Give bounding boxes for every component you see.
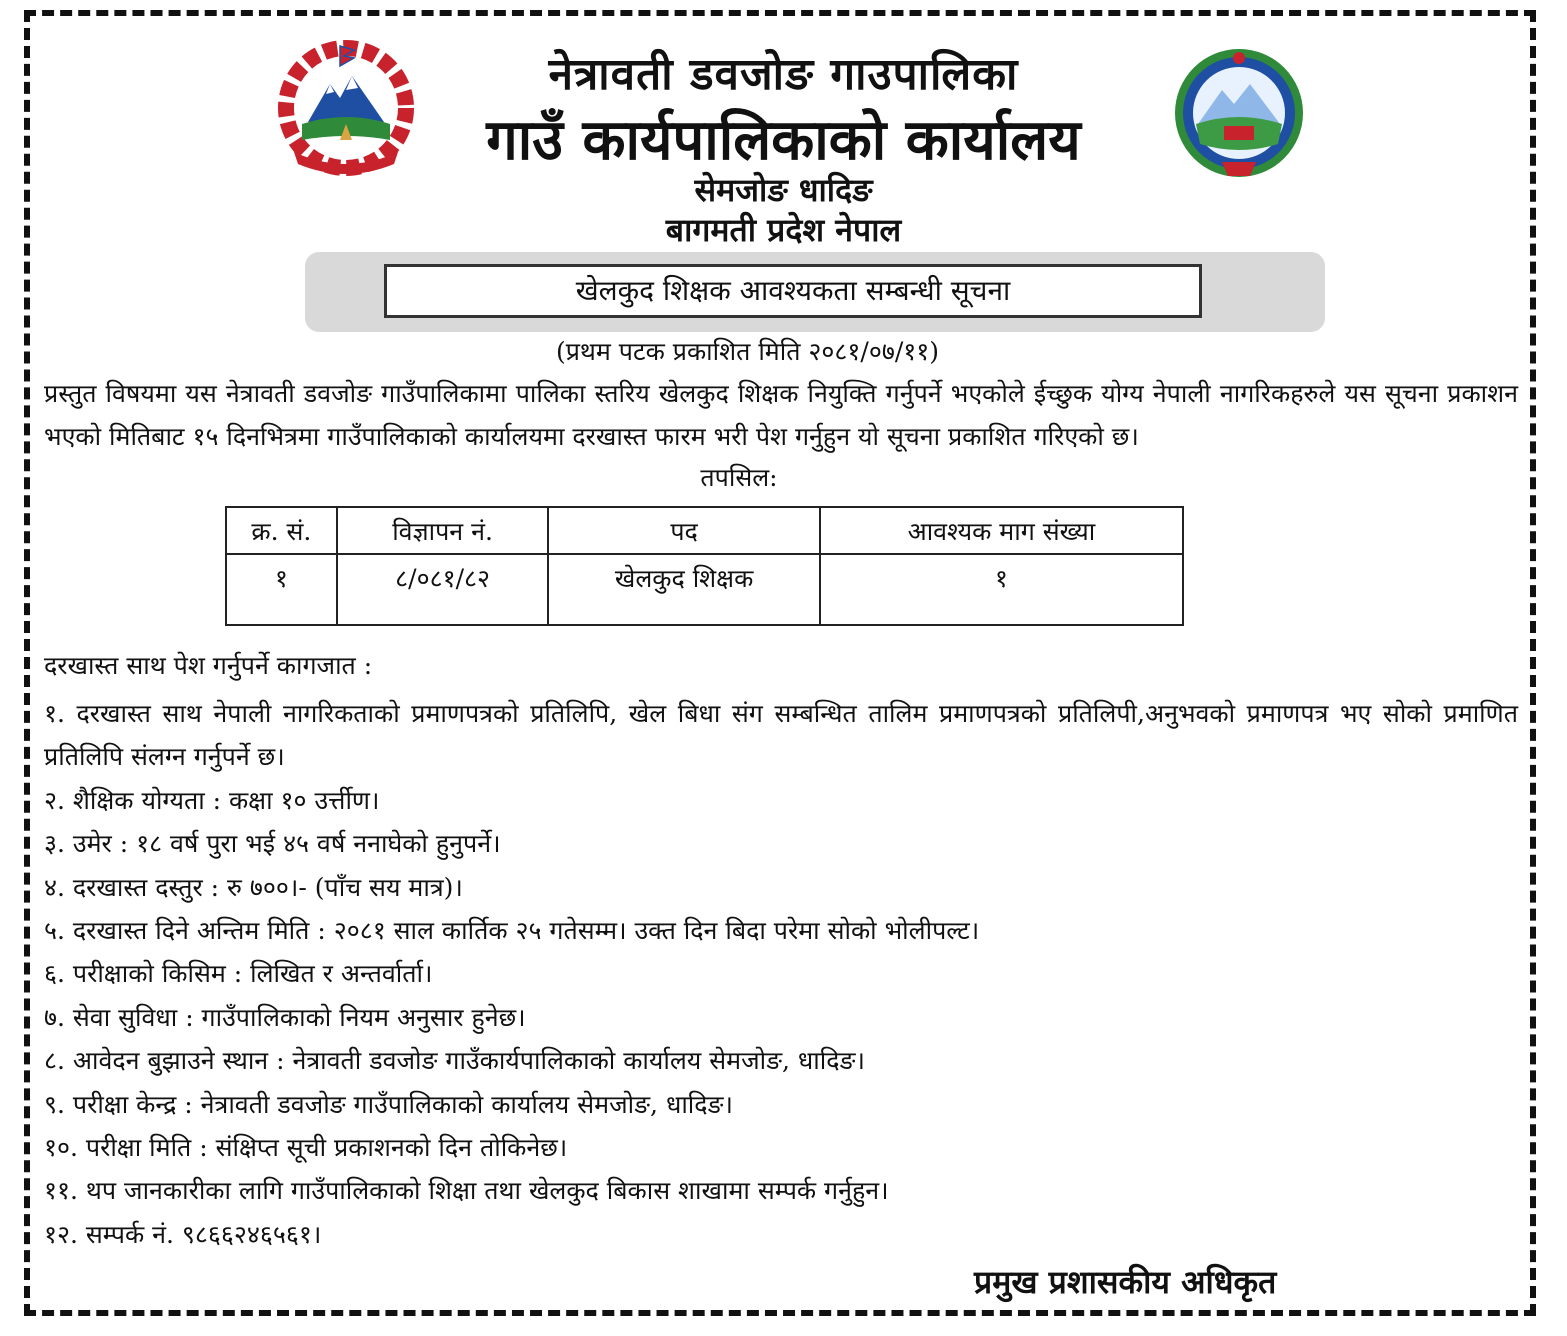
cell-required-count: १: [820, 554, 1183, 625]
list-item: ११. थप जानकारीका लागि गाउँपालिकाको शिक्षा तथा खेलकुद बिकास शाखामा सम्पर्क गर्नुहुन।: [44, 1176, 889, 1206]
municipality-name: नेत्रावती डवजोङ गाउपालिका: [548, 49, 1019, 100]
list-item: ८. आवेदन बुझाउने स्थान : नेत्रावती डवजोङ गाउँकार्यपालिकाको कार्यालय सेमजोङ, धादिङ।: [44, 1046, 865, 1076]
col-header-ad-number: विज्ञापन नं.: [337, 507, 549, 554]
list-item: २. शैक्षिक योग्यता : कक्षा १० उर्त्तीण।: [44, 785, 380, 815]
cell-ad-number: ८/०८१/८२: [337, 554, 549, 625]
list-item: ९. परीक्षा केन्द्र : नेत्रावती डवजोङ गाउँपालिकाको कार्यालय सेमजोङ, धादिङ।: [44, 1089, 733, 1119]
list-item: ५. दरखास्त दिने अन्तिम मिति : २०८१ साल कार्तिक २५ गतेसम्म। उक्त दिन बिदा परेमा सोको भोलीपल्ट।: [44, 916, 980, 946]
col-header-required-count: आवश्यक माग संख्या: [820, 507, 1183, 554]
notice-title: खेलकुद शिक्षक आवश्यकता सम्बन्धी सूचना: [384, 264, 1202, 318]
requirements-title: दरखास्त साथ पेश गर्नुपर्ने कागजात :: [44, 651, 373, 680]
table-header-row: [226, 507, 1183, 554]
province-name: बागमती प्रदेश नेपाल: [665, 211, 902, 249]
col-header-post: पद: [548, 507, 819, 554]
list-item: ३. उमेर : १८ वर्ष पुरा भई ४५ वर्ष ननाघेको हुनुपर्ने।: [44, 829, 501, 859]
publication-date: (प्रथम पटक प्रकाशित मिति २०८१/०७/११): [555, 337, 940, 366]
notice-body: प्रस्तुत विषयमा यस नेत्रावती डवजोङ गाउँपालिकामा पालिका स्तरिय खेलकुद शिक्षक नियुक्ति गर्नुपर्ने भएकोले ईच्छुक योग्य नेपाली नागरिकहरुले यस सूचना प्रकाशन भएको मितिबाट १५ दिनभित्रमा गाउँपालिकाको कार्यालयमा दरखास्त फारम भरी पेश गर्नुहुन यो सूचना प्रकाशित गरिएको छ।: [44, 379, 1519, 451]
list-item: ७. सेवा सुविधा : गाउँपालिकाको नियम अनुसार हुनेछ।: [44, 1002, 526, 1032]
signatory-title: प्रमुख प्रशासकीय अधिकृत: [974, 1263, 1277, 1301]
requirements-list: [44, 692, 1518, 1256]
cell-serial: १: [226, 554, 337, 625]
details-label: तपसिल:: [700, 463, 778, 492]
list-item: १. दरखास्त साथ नेपाली नागरिकताको प्रमाणपत्रको प्रतिलिपि, खेल बिधा संग सम्बन्धित तालिम प्रमाणपत्रको प्रतिलिपी,अनुभवको प्रमाणपत्र भए सोको प्रमाणित प्रतिलिपि संलग्न गर्नुपर्ने छ।: [44, 699, 1518, 772]
office-name: गाउँ कार्यपालिकाको कार्यालय: [486, 107, 1081, 173]
cell-post: खेलकुद शिक्षक: [548, 554, 819, 625]
list-item: ४. दरखास्त दस्तुर : रु ७००।- (पाँच सय मात्र)।: [44, 872, 463, 902]
list-item: १०. परीक्षा मिति : संक्षिप्त सूची प्रकाशनको दिन तोकिनेछ।: [44, 1133, 568, 1163]
vacancy-table: [225, 506, 1184, 626]
col-header-serial: क्र. सं.: [226, 507, 337, 554]
table-row: [226, 554, 1183, 625]
office-location: सेमजोङ धादिङ: [694, 171, 873, 209]
list-item: ६. परीक्षाको किसिम : लिखित र अन्तर्वार्ता।: [44, 959, 433, 989]
list-item: १२. सम्पर्क नं. ९८६६२४६५६१।: [44, 1219, 322, 1249]
